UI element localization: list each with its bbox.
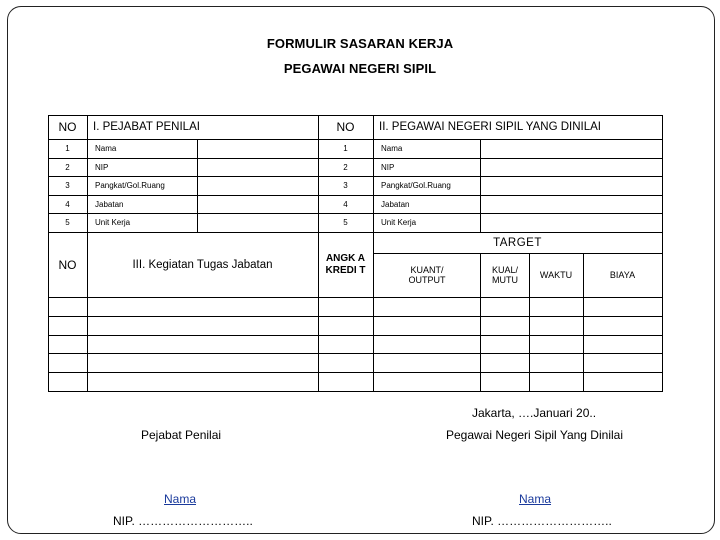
biaya-header: BIAYA (609, 270, 636, 280)
form-subtitle: PEGAWAI NEGERI SIPIL (283, 61, 437, 76)
section3-no-header: NO (58, 257, 77, 272)
left-signer-name[interactable]: Nama (164, 492, 197, 506)
section1-row-label: NIP (95, 162, 109, 172)
kual-mutu-header: KUAL/ MUTU (491, 264, 518, 285)
section2-row-no: 2 (343, 162, 348, 172)
right-signer-name[interactable]: Nama (519, 492, 552, 506)
section2-row-label: Jabatan (381, 199, 410, 209)
section2-row-no: 3 (343, 181, 348, 190)
section1-jabatan-value[interactable] (198, 196, 317, 212)
section2-row-label: Pangkat/Gol.Ruang (381, 181, 451, 190)
section2-row-no: 5 (343, 218, 348, 227)
section1-row-label: Nama (95, 144, 117, 153)
right-signer-role: Pegawai Negeri Sipil Yang Dinilai (446, 428, 623, 442)
section2-unit-value[interactable] (481, 214, 661, 231)
section1-row-no: 5 (65, 218, 70, 227)
section1-row-label: Pangkat/Gol.Ruang (95, 181, 165, 190)
section1-row-no: 4 (65, 199, 70, 209)
section3-header: III. Kegiatan Tugas Jabatan (132, 258, 273, 271)
section2-row-label: Nama (381, 144, 403, 153)
section2-row-no: 4 (343, 199, 348, 209)
section1-row-label: Unit Kerja (95, 218, 131, 227)
waktu-header: WAKTU (539, 270, 573, 280)
section1-row-no: 1 (65, 144, 70, 153)
section1-row-no: 2 (65, 162, 70, 172)
left-signer-role: Pejabat Penilai (141, 428, 222, 442)
kuant-output-header: KUANT/ OUTPUT (408, 264, 446, 285)
section1-row-no: 3 (65, 181, 70, 190)
section1-nama-value[interactable] (198, 140, 317, 157)
section2-nip-value[interactable] (481, 159, 661, 175)
section1-header: I. PEJABAT PENILAI (93, 121, 200, 133)
right-signer-nip: NIP. ……………………….. (472, 514, 612, 528)
left-signer-nip: NIP. ……………………….. (113, 514, 253, 528)
section1-no-header: NO (58, 120, 77, 134)
section1-row-label: Jabatan (95, 199, 124, 209)
section2-nama-value[interactable] (481, 140, 661, 157)
section1-unit-value[interactable] (198, 214, 317, 231)
section2-row-label: NIP (381, 162, 395, 172)
section2-row-no: 1 (343, 144, 348, 153)
form-title: FORMULIR SASARAN KERJA (266, 36, 454, 51)
place-date: Jakarta, ….Januari 20.. (472, 406, 597, 420)
angka-kredit-header: ANGK A KREDI T (325, 253, 366, 276)
section2-no-header: NO (336, 120, 355, 134)
section2-jabatan-value[interactable] (481, 196, 661, 212)
section1-pangkat-value[interactable] (198, 177, 317, 194)
section2-header: II. PEGAWAI NEGERI SIPIL YANG DINILAI (379, 121, 601, 133)
section2-row-label: Unit Kerja (381, 218, 417, 227)
section2-pangkat-value[interactable] (481, 177, 661, 194)
section1-nip-value[interactable] (198, 159, 317, 175)
target-header: TARGET (493, 236, 542, 249)
